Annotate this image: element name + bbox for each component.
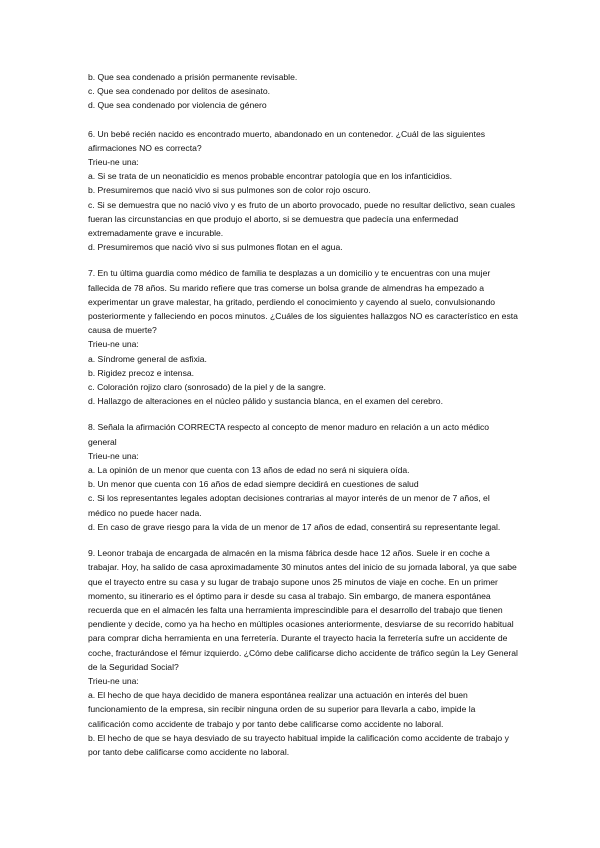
q8-option-b: b. Un menor que cuenta con 16 años de edad siempre decidirá en cuestiones de salud [88, 479, 419, 490]
q8-option-d: d. En caso de grave riesgo para la vida de un menor de 17 años de edad, consentirá su representante legal. [88, 521, 501, 532]
question-9-text: 9. Leonor trabaja de encargada de almacén en la misma fábrica desde hace 12 años. Suele ir en coche a trabajar. Hoy, ha salido de casa aproximadamente 30 minutos antes del inicio de su jornada laboral, ya que sabe que el trayecto entre su casa y su lugar de trabajo supone unos 25 minutos de viaje en coche. En un primer momento, su itinerario es el óptimo para ir desde su casa al trabajo. Sin embargo, de manera espontánea recuerda que en el almacén les falta una herramienta imprescindible para el desarrollo del trabajo que tienen pendiente y decide, como ya ha hecho en múltiples ocasiones anteriormente, desviarse de su recorrido habitual para comprar dicha herramienta en una ferretería. Durante el trayecto hacia la ferretería sufre un accidente de coche, fracturándose el fémur izquierdo. ¿Cómo debe calificarse dicho accidente de tráfico según la Ley General de la Seguridad Social? [88, 548, 518, 672]
q6-option-d: d. Presumiremos que nació vivo si sus pulmones flotan en el agua. [88, 242, 343, 253]
question-6-text: 6. Un bebé recién nacido es encontrado muerto, abandonado en un contenedor. ¿Cuál de las siguientes afirmaciones NO es correcta? [88, 128, 486, 153]
q8-option-a: a. La opinión de un menor que cuenta con 13 años de edad no será ni siquiera oída. [88, 465, 410, 476]
q7-option-c: c. Coloración rojizo claro (sonrosado) de la piel y de la sangre. [88, 382, 326, 393]
option-c: c. Que sea condenado por delitos de asesinato. [88, 86, 271, 97]
q6-option-b: b. Presumiremos que nació vivo si sus pulmones son de color rojo oscuro. [88, 185, 371, 196]
question-6-prompt: Trieu-ne una: [88, 157, 139, 168]
q7-option-b: b. Rigidez precoz e intensa. [88, 367, 195, 378]
question-8-prompt: Trieu-ne una: [88, 450, 139, 461]
question-8 [88, 420, 518, 534]
question-9-prompt: Trieu-ne una: [88, 675, 139, 686]
question-8-text: 8. Señala la afirmación CORRECTA respecto al concepto de menor maduro en relación a un acto médico general [88, 422, 490, 447]
option-b: b. Que sea condenado a prisión permanente revisable. [88, 72, 298, 82]
question-6 [88, 127, 518, 255]
q7-option-a: a. Síndrome general de asfixia. [88, 353, 207, 364]
previous-question-options [88, 70, 518, 113]
question-9 [88, 546, 518, 759]
question-7 [88, 266, 518, 408]
document-page [88, 70, 518, 759]
question-7-text: 7. En tu última guardia como médico de familia te desplazas a un domicilio y te encuentras con una mujer fallecida de 78 años. Su marido refiere que tras comerse un bolsa grande de almendras ha empezado a experimentar un grave malestar, ha gritado, perdiendo el conocimiento y cayendo al suelo, convulsionando posteriormente y falleciendo en pocos minutos. ¿Cuáles de los siguientes hallazgos NO es característico en esta causa de muerte? [88, 268, 518, 336]
q6-option-a: a. Si se trata de un neonaticidio es menos probable encontrar patología que en los infanticidios. [88, 171, 453, 182]
q8-option-c: c. Si los representantes legales adoptan decisiones contrarias al mayor interés de un menor de 7 años, el médico no puede hacer nada. [88, 493, 490, 518]
option-d: d. Que sea condenado por violencia de género [88, 100, 267, 111]
q9-option-b: b. El hecho de que se haya desviado de su trayecto habitual impide la calificación como accidente de trabajo y por tanto debe calificarse como accidente no laboral. [88, 732, 509, 757]
q6-option-c: c. Si se demuestra que no nació vivo y es fruto de un aborto provocado, puede no resultar delictivo, sean cuales fueran las circunstancias en que produjo el aborto, si se demuestra que padecía una enfermedad extremadamente grave e incurable. [88, 199, 516, 239]
q7-option-d: d. Hallazgo de alteraciones en el núcleo pálido y sustancia blanca, en el examen del cerebro. [88, 396, 443, 407]
question-7-prompt: Trieu-ne una: [88, 339, 139, 350]
q9-option-a: a. El hecho de que haya decidido de manera espontánea realizar una actuación en interés del buen funcionamiento de la empresa, sin recibir ninguna orden de su superior para llevarla a cabo, impide la calificación como accidente de trabajo y por tanto debe calificarse como accidente no laboral. [88, 690, 476, 729]
